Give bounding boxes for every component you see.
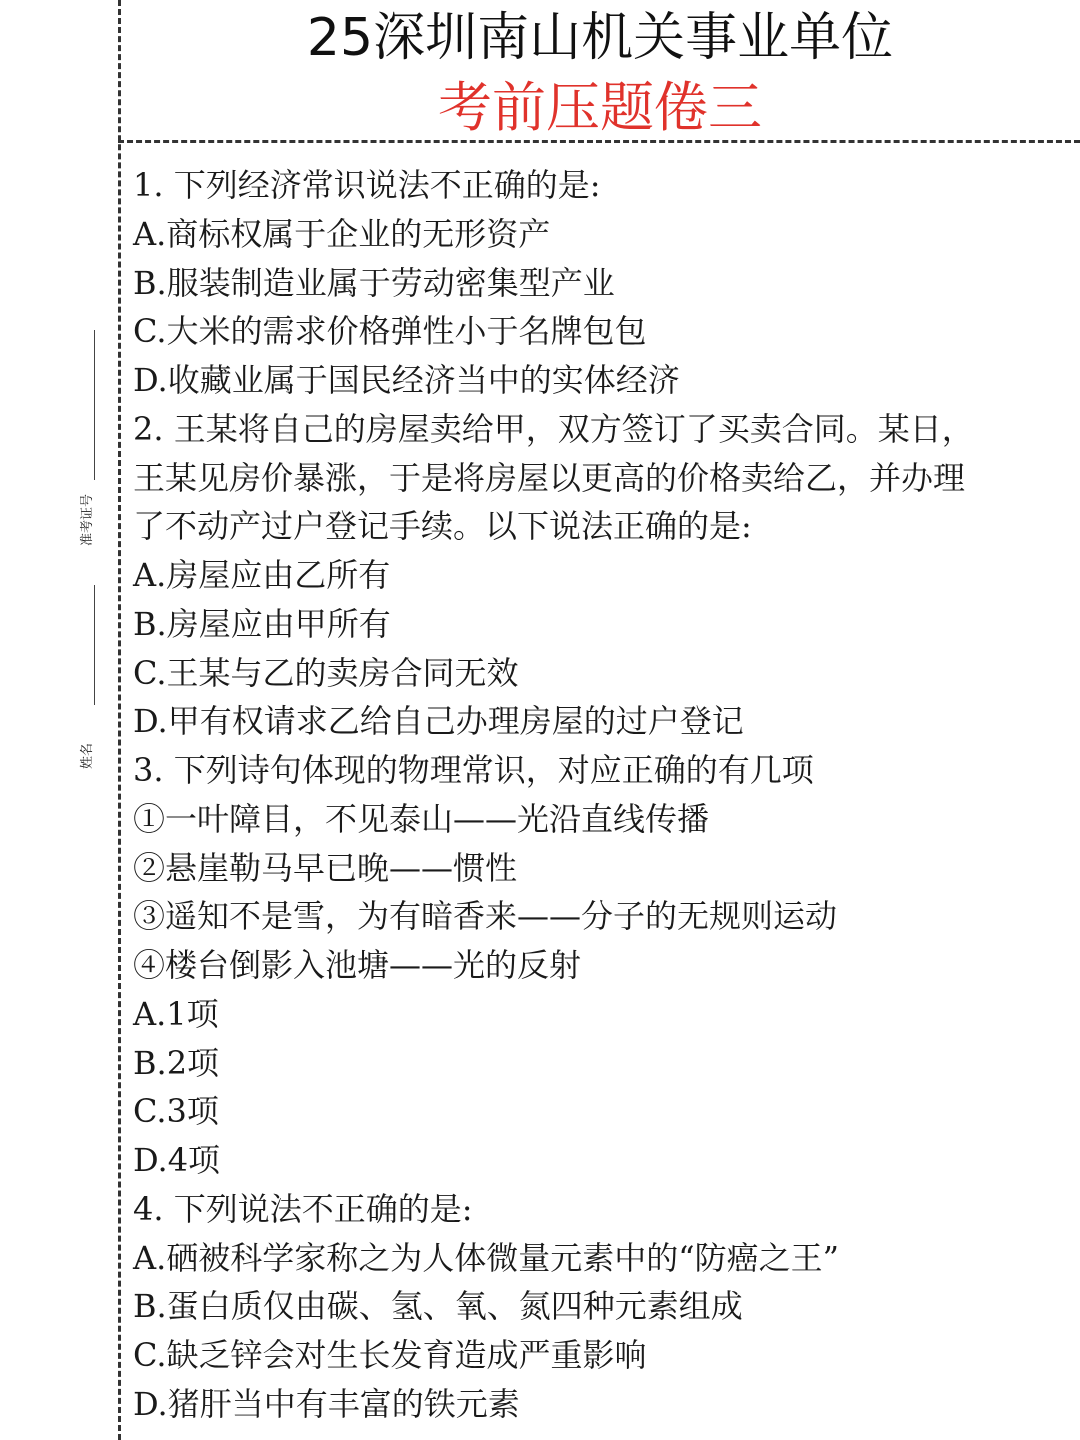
- option-c: C.王某与乙的卖房合同无效: [133, 653, 519, 692]
- option-d: D.4项: [133, 1141, 221, 1179]
- page-subtitle: 考前压题倦三: [438, 76, 762, 139]
- statement-item: ④楼台倒影入池塘——光的反射: [133, 946, 582, 984]
- option-a: A.房屋应由乙所有: [133, 556, 391, 594]
- option-a: A.商标权属于企业的无形资产: [133, 214, 551, 253]
- binding-dashed-line-vertical: [118, 0, 121, 1440]
- question-stem: 1. 下列经济常识说法不正确的是:: [133, 166, 601, 204]
- option-b: B.房屋应由甲所有: [133, 604, 391, 643]
- option-a: A.硒被科学家称之为人体微量元素中的“防癌之王”: [133, 1238, 840, 1277]
- question-list: [133, 161, 1068, 1429]
- option-d: D.收藏业属于国民经济当中的实体经济: [133, 361, 680, 399]
- name-label: 姓名: [80, 743, 95, 770]
- exam-id-label: 准考证号: [80, 494, 95, 547]
- question-stem: 4. 下列说法不正确的是:: [133, 1189, 473, 1228]
- question-stem: 王某见房价暴涨，于是将房屋以更高的价格卖给乙，并办理: [133, 458, 966, 497]
- option-b: B.蛋白质仅由碳、氢、氧、氮四种元素组成: [133, 1287, 743, 1326]
- question-stem: 3. 下列诗句体现的物理常识，对应正确的有几项: [133, 751, 814, 789]
- question-stem: 了不动产过户登记手续。以下说法正确的是:: [133, 507, 752, 546]
- option-d: D.猪肝当中有丰富的铁元素: [133, 1384, 520, 1423]
- option-b: B.服装制造业属于劳动密集型产业: [133, 263, 615, 302]
- page-title: 25深圳南山机关事业单位: [306, 8, 894, 68]
- option-c: C.大米的需求价格弹性小于名牌包包: [133, 312, 647, 351]
- statement-item: ②悬崖勒马早已晚——惯性: [133, 848, 518, 887]
- option-c: C.缺乏锌会对生长发育造成严重影响: [133, 1336, 647, 1374]
- option-b: B.2项: [133, 1043, 220, 1082]
- option-c: C.3项: [133, 1092, 219, 1131]
- statement-item: ③遥知不是雪，为有暗香来——分子的无规则运动: [133, 897, 838, 936]
- question-stem: 2. 王某将自己的房屋卖给甲，双方签订了买卖合同。某日，: [133, 409, 974, 448]
- option-d: D.甲有权请求乙给自己办理房屋的过户登记: [133, 702, 744, 741]
- option-a: A.1项: [133, 994, 219, 1033]
- statement-item: ①一叶障目，不见泰山——光沿直线传播: [133, 799, 710, 838]
- exam-id-fill-line: [94, 330, 95, 480]
- name-fill-line-top: [94, 585, 95, 705]
